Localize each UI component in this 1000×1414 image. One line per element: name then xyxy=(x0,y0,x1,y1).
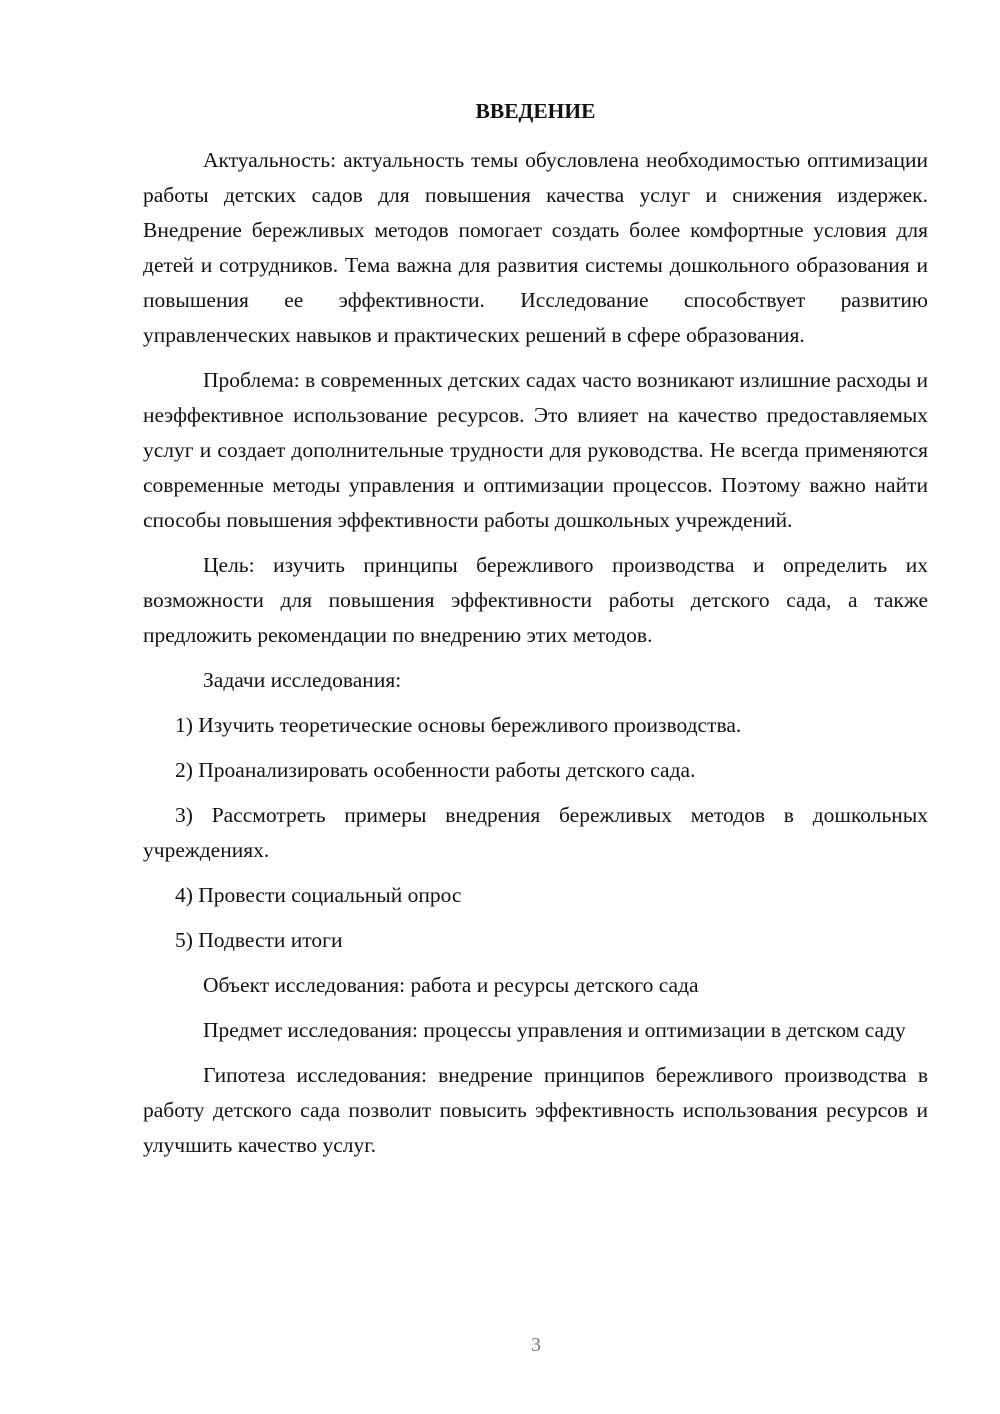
problem-paragraph: Проблема: в современных детских садах часто возникают излишние расходы и неэффективное использование ресурсов. Это влияет на качество предоставляемых услуг и создает дополнительные трудности для руководства. Не всегда применяются современные методы управления и оптимизации процессов. Поэтому важно найти способы повышения эффективности работы дошкольных учреждений. xyxy=(143,368,928,532)
relevance-paragraph: Актуальность: актуальность темы обусловлена необходимостью оптимизации работы детских садов для повышения качества услуг и снижения издержек. Внедрение бережливых методов помогает создать более комфортные условия для детей и сотрудников. Тема важна для развития системы дошкольного образования и повышения ее эффективности. Исследование способствует развитию управленческих навыков и практических решений в сфере образования. xyxy=(143,148,928,347)
task-item: 1) Изучить теоретические основы бережливого производства. xyxy=(175,713,742,737)
task-item: 3) Рассмотреть примеры внедрения бережливых методов в дошкольных учреждениях. xyxy=(143,803,928,862)
task-item: 4) Провести социальный опрос xyxy=(175,883,462,907)
page-number: 3 xyxy=(531,1334,541,1356)
section-title: ВВЕДЕНИЕ xyxy=(475,99,596,123)
tasks-heading: Задачи исследования: xyxy=(203,668,402,692)
task-item: 5) Подвести итоги xyxy=(175,928,343,952)
goal-paragraph: Цель: изучить принципы бережливого производства и определить их возможности для повышения эффективности работы детского сада, а также предложить рекомендации по внедрению этих методов. xyxy=(143,553,928,647)
task-item: 2) Проанализировать особенности работы детского сада. xyxy=(175,758,696,782)
subject-paragraph: Предмет исследования: процессы управления и оптимизации в детском саду xyxy=(203,1018,906,1042)
document-body xyxy=(143,94,928,1163)
object-paragraph: Объект исследования: работа и ресурсы детского сада xyxy=(203,973,699,997)
tasks-list xyxy=(143,708,928,958)
hypothesis-paragraph: Гипотеза исследования: внедрение принципов бережливого производства в работу детского сада позволит повысить эффективность использования ресурсов и улучшить качество услуг. xyxy=(143,1063,928,1157)
